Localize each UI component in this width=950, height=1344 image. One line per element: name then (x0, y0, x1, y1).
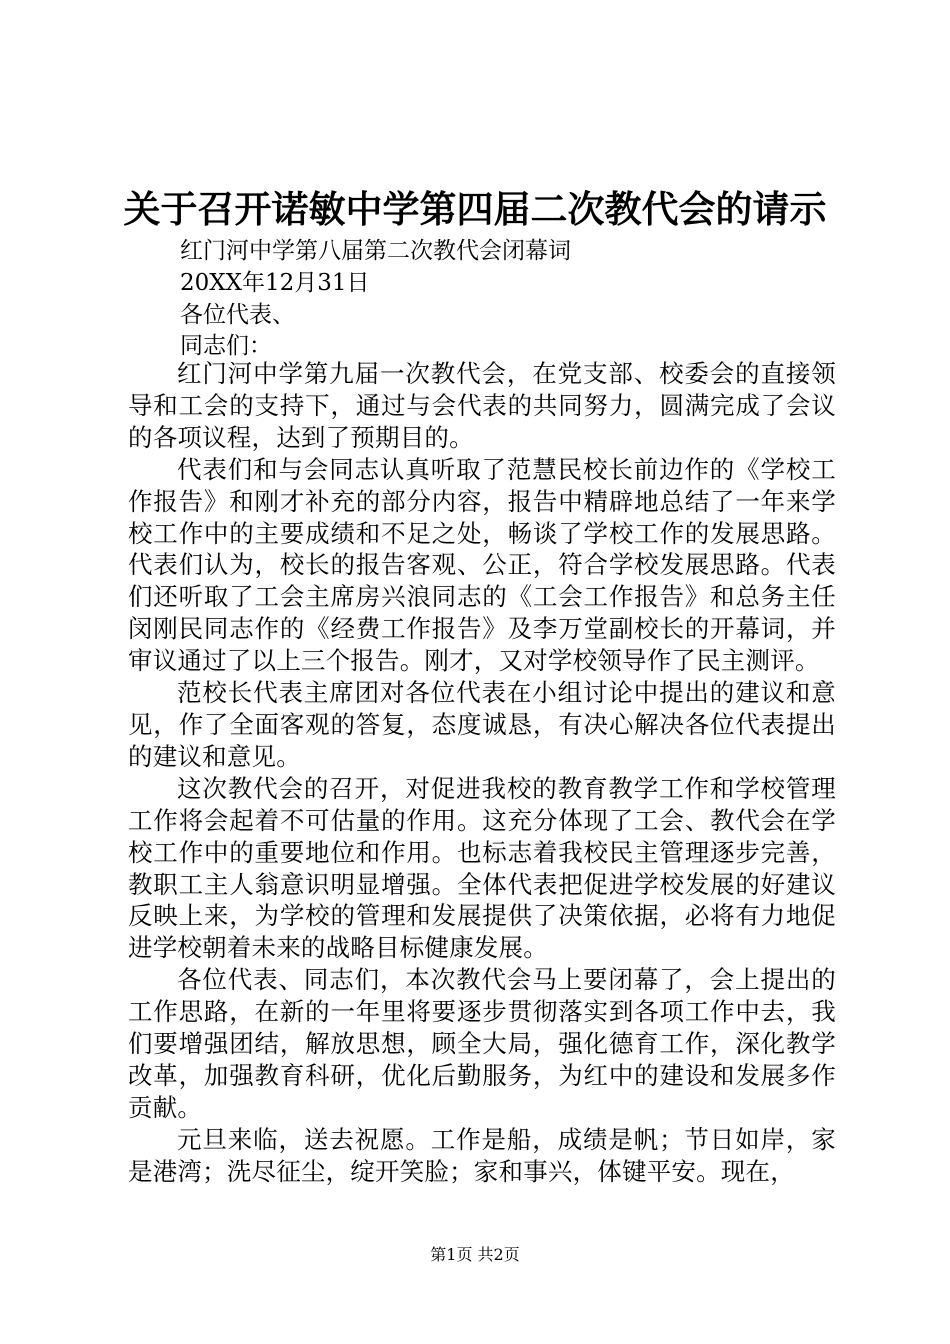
salutation-comrades: 同志们： (180, 333, 272, 359)
salutation-delegates: 各位代表、 (180, 302, 295, 328)
page-footer: 第1页 共2页 (430, 1245, 520, 1264)
date-line: 20XX年12月31日 (180, 270, 370, 296)
document-title: 关于召开诺敏中学第四届二次教代会的请示 (123, 187, 827, 231)
paragraph: 元旦来临，送去祝愿。工作是船，成绩是帆；节日如岸，家是港湾；洗尽征尘，绽开笑脸；家和事兴，体键平安。现在， (128, 1124, 836, 1186)
paragraph: 各位代表、同志们，本次教代会马上要闭幕了，会上提出的工作思路，在新的一年里将要逐步贯彻落实到各项工作中去，我们要增强团结，解放思想，顾全大局，强化德育工作，深化教学改革，加强教育科研，优化后勤服务，为红中的建设和发展多作贡献。 (128, 965, 836, 1122)
paragraph: 范校长代表主席团对各位代表在小组讨论中提出的建议和意见，作了全面客观的答复，态度诚恳，有决心解决各位代表提出的建议和意见。 (128, 678, 836, 771)
paragraph: 红门河中学第九届一次教代会，在党支部、校委会的直接领导和工会的支持下，通过与会代表的共同努力，圆满完成了会议的各项议程，达到了预期目的。 (128, 359, 836, 452)
speech-title: 红门河中学第八届第二次教代会闭幕词 (180, 238, 571, 264)
document-body (128, 358, 836, 1188)
paragraph: 这次教代会的召开，对促进我校的教育教学工作和学校管理工作将会起着不可估量的作用。这充分体现了工会、教代会在学校工作中的重要地位和作用。也标志着我校民主管理逐步完善，教职工主人翁意识明显增强。全体代表把促进学校发展的好建议反映上来，为学校的管理和发展提供了决策依据，必将有力地促进学校朝着未来的战略目标健康发展。 (128, 773, 836, 963)
paragraph: 代表们和与会同志认真听取了范慧民校长前边作的《学校工作报告》和刚才补充的部分内容，报告中精辟地总结了一年来学校工作中的主要成绩和不足之处，畅谈了学校工作的发展思路。代表们认为，校长的报告客观、公正，符合学校发展思路。代表们还听取了工会主席房兴浪同志的《工会工作报告》和总务主任闵刚民同志作的《经费工作报告》及李万堂副校长的开幕词，并审议通过了以上三个报告。刚才，又对学校领导作了民主测评。 (128, 454, 836, 676)
